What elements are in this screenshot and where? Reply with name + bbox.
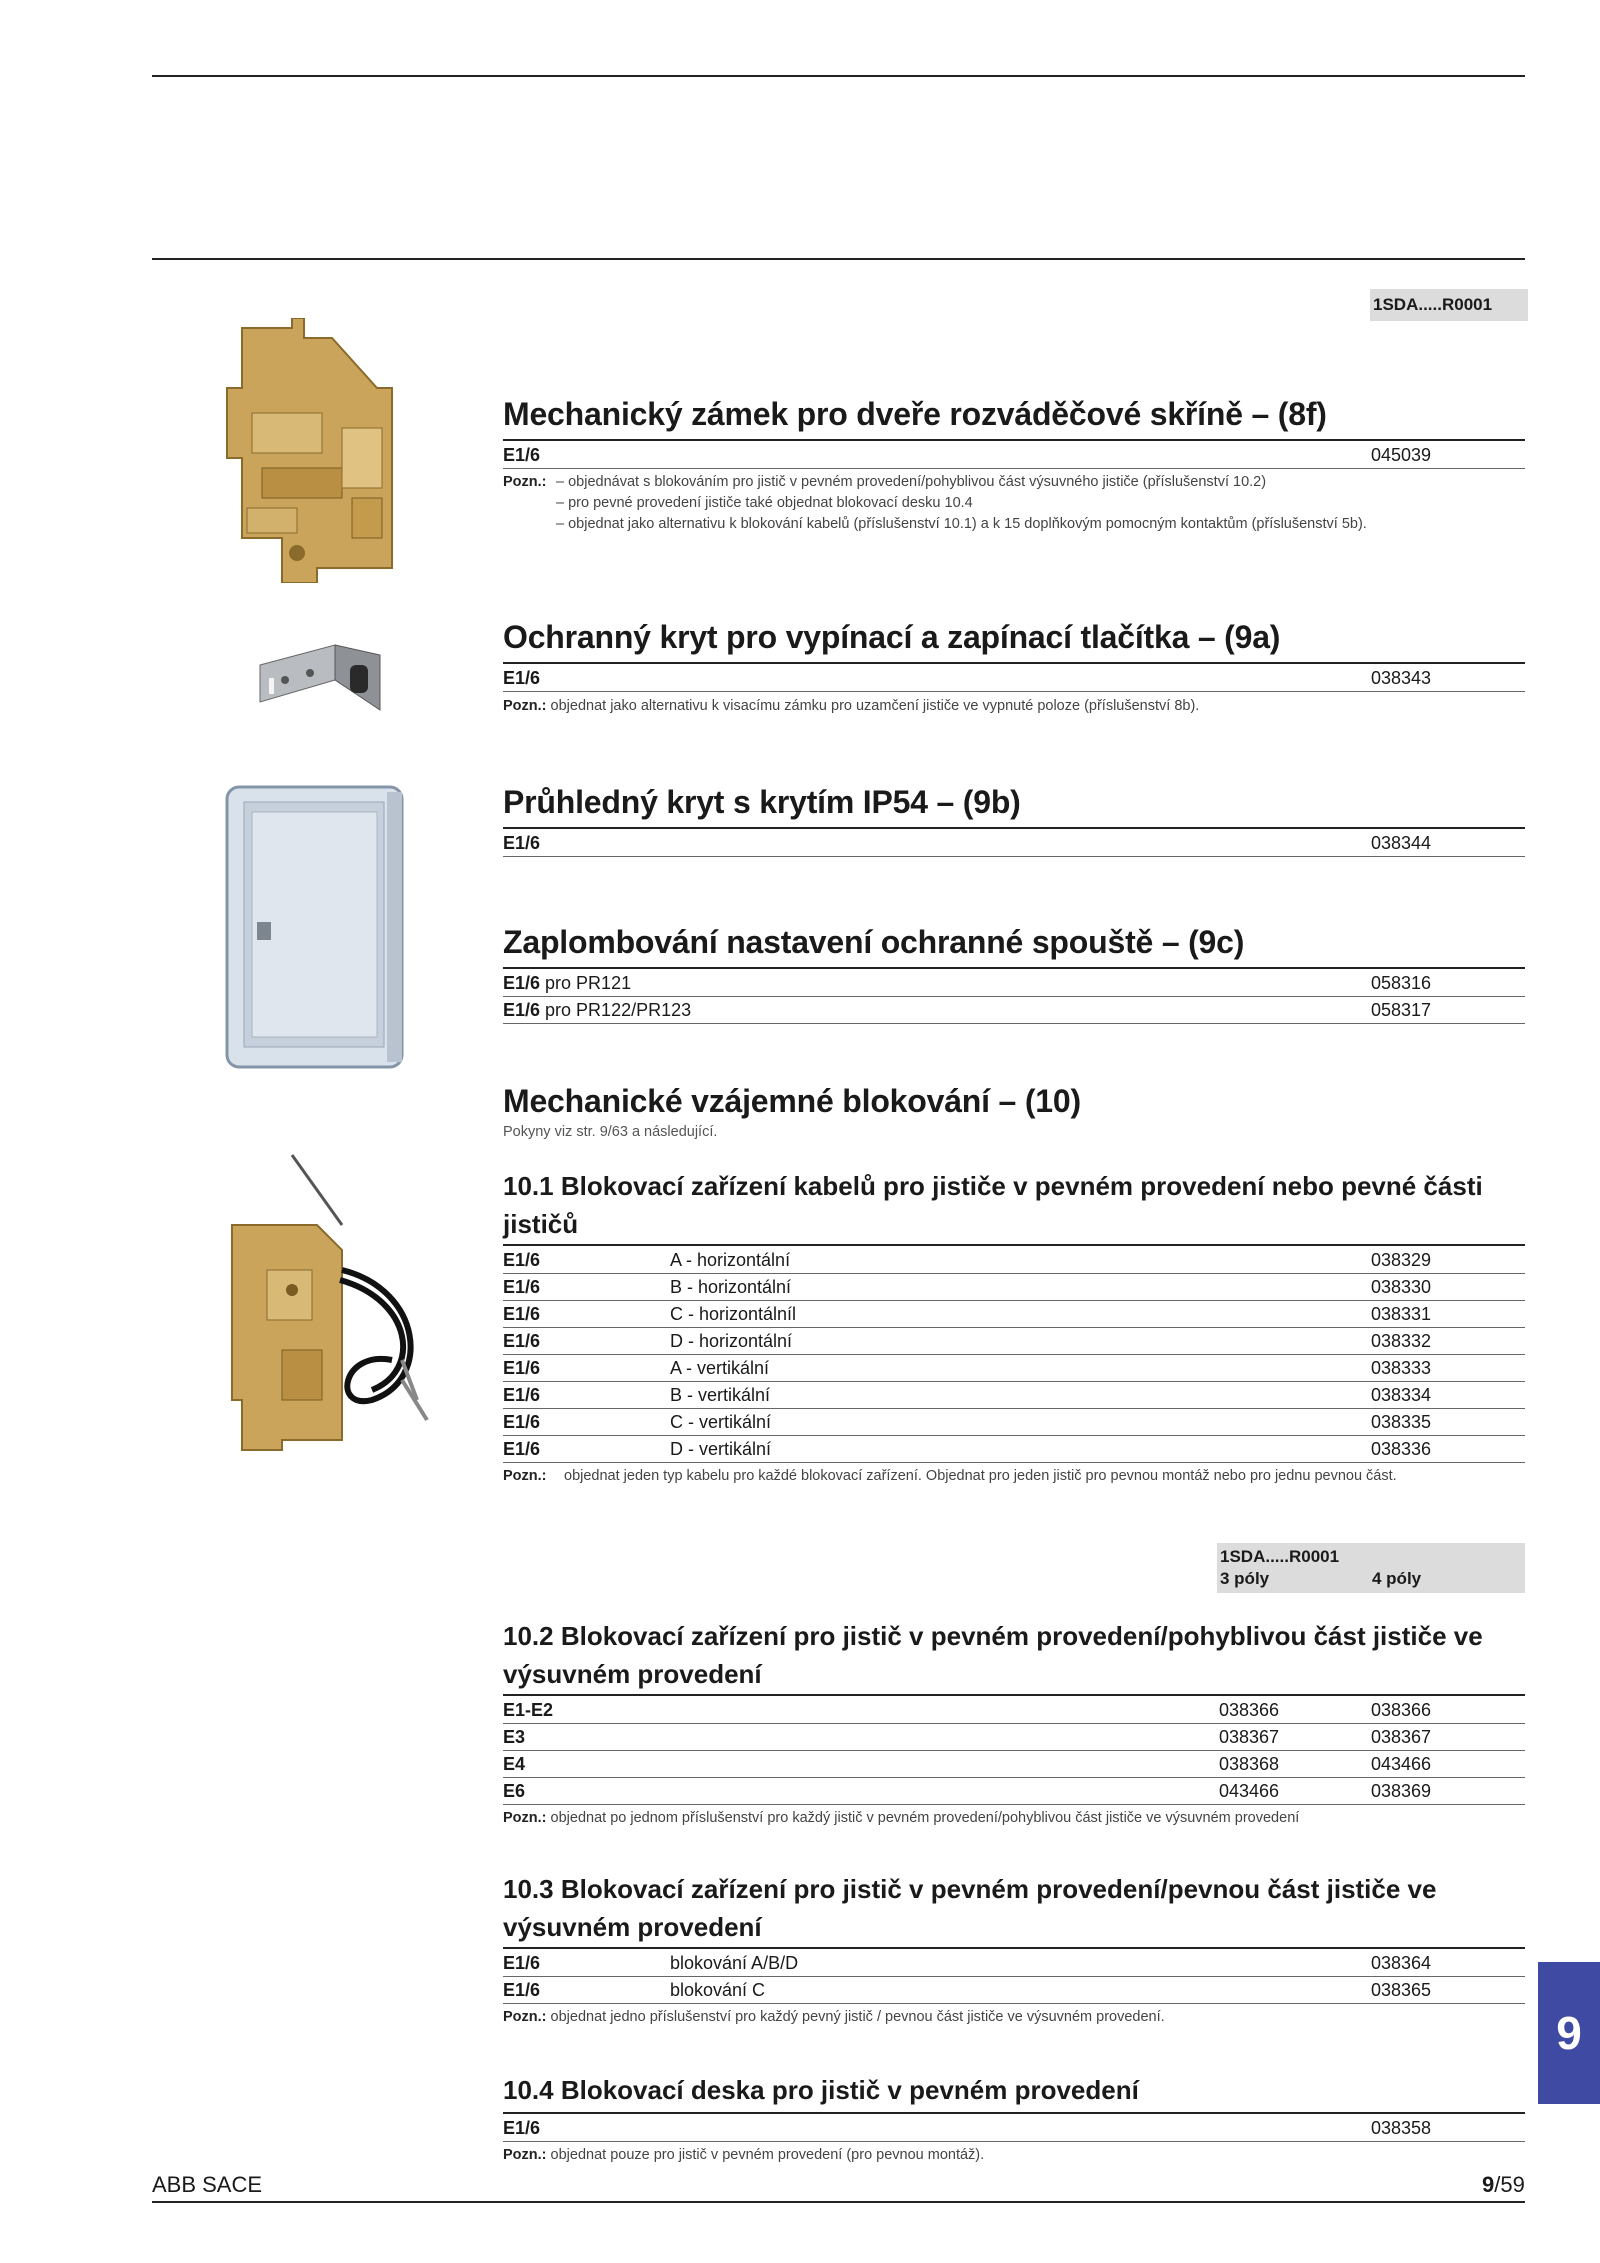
table-row: E1/6 038343 [503,665,1525,692]
table-row: E1/6 045039 [503,442,1525,469]
table-row: E4 038368 043466 [503,1751,1525,1778]
table-row: E1/6 pro PR122/PR123 058317 [503,997,1525,1024]
section-10-3-rule [503,1947,1525,1949]
table-row: E1/6 blokování C 038365 [503,1977,1525,2004]
section-9a-note: Pozn.: objednat jako alternativu k visacímu zámku pro uzamčení jističe ve vypnuté poloze (příslušenství 8b). [503,698,1200,714]
section-10-3-note: Pozn.: objednat jedno příslušenství pro každý pevný jistič / pevnou část jističe ve výsuvném provedení. [503,2009,1165,2025]
table-row: E1/6 038344 [503,830,1525,857]
section-10-4-note: Pozn.: objednat pouze pro jistič v pevném provedení (pro pevnou montáž). [503,2147,985,2163]
table-row: E1/6 B - horizontální 038330 [503,1274,1525,1301]
section-9a-title: Ochranný kryt pro vypínací a zapínací tlačítka – (9a) [503,619,1281,655]
section-8f-note-line-2: – pro pevné provedení jističe také objednat blokovací desku 10.4 [556,495,973,511]
section-10-title: Mechanické vzájemné blokování – (10) [503,1083,1081,1119]
table-row: E1/6 A - horizontální 038329 [503,1247,1525,1274]
table-row: E6 043466 038369 [503,1778,1525,1805]
section-9c-title: Zaplombování nastavení ochranné spouště – (9c) [503,924,1245,960]
cable-interlock-image [222,1150,442,1460]
table-row: E1/6 B - vertikální 038334 [503,1382,1525,1409]
table-row: E1/6 blokování A/B/D 038364 [503,1950,1525,1977]
poles-header: 1SDA.....R0001 3 póly 4 póly [1217,1543,1525,1593]
table-row: E3 038367 038367 [503,1724,1525,1751]
section-10-2-note: Pozn.: objednat po jednom příslušenství pro každý jistič v pevném provedení/pohyblivou část jističe ve výsuvném provedení [503,1810,1300,1826]
section-10-1-note: Pozn.: [503,1468,547,1484]
footer-company: ABB SACE [152,2172,263,2197]
table-row: E1-E2 038366 038366 [503,1697,1525,1724]
section-10-subtitle: Pokyny viz str. 9/63 a následující. [503,1124,718,1140]
code-header: 1SDA.....R0001 [1370,289,1528,321]
section-8f-title: Mechanický zámek pro dveře rozváděčové skříně – (8f) [503,396,1327,432]
section-8f-note-line-3: – objednat jako alternativu k blokování kabelů (příslušenství 10.1) a k 15 doplňkovým pomocným kontaktům (příslušenství 5b). [556,516,1367,532]
protective-cover-image [255,640,385,720]
door-lock-image [222,318,397,583]
section-8f-rule [503,439,1525,441]
table-row: E1/6 D - horizontální 038332 [503,1328,1525,1355]
section-10-1-title: 10.1 Blokovací zařízení kabelů pro jističe v pevném provedení nebo pevné části jističů [503,1171,1483,1239]
section-10-1-note-text: objednat jeden typ kabelu pro každé blokovací zařízení. Objednat pro jeden jistič pro pevnou montáž nebo pro jednu pevnou část. [564,1468,1397,1484]
top-rule [152,75,1525,77]
section-9b-title: Průhledný kryt s krytím IP54 – (9b) [503,784,1021,820]
section-10-3-title: 10.3 Blokovací zařízení pro jistič v pevném provedení/pevnou část jističe ve výsuvném provedení [503,1874,1437,1942]
chapter-tab[interactable]: 9 [1538,1962,1600,2104]
section-10-4-rule [503,2112,1525,2114]
section-9b-rule [503,827,1525,829]
footer-page-number: 9/59 [1482,2172,1525,2197]
transparent-cover-image [222,772,412,1074]
section-10-1-rule [503,1244,1525,1246]
section-8f-note: Pozn.: [503,474,547,490]
table-row: E1/6 C - horizontálníl 038331 [503,1301,1525,1328]
table-row: E1/6 D - vertikální 038336 [503,1436,1525,1463]
table-row: E1/6 pro PR121 058316 [503,970,1525,997]
table-row: E1/6 A - vertikální 038333 [503,1355,1525,1382]
section-10-2-rule [503,1694,1525,1696]
section-10-2-title: 10.2 Blokovací zařízení pro jistič v pevném provedení/pohyblivou část jističe ve výsuvném provedení [503,1621,1483,1689]
table-row: E1/6 C - vertikální 038335 [503,1409,1525,1436]
section-9a-rule [503,662,1525,664]
section-8f-note-line-1: – objednávat s blokováním pro jistič v pevném provedení/pohyblivou část výsuvného jističe (příslušenství 10.2) [556,474,1267,490]
section-rule [152,258,1525,260]
section-10-4-title: 10.4 Blokovací deska pro jistič v pevném provedení [503,2075,1139,2105]
table-row: E1/6 038358 [503,2115,1525,2142]
footer-rule [152,2201,1525,2203]
section-9c-rule [503,967,1525,969]
